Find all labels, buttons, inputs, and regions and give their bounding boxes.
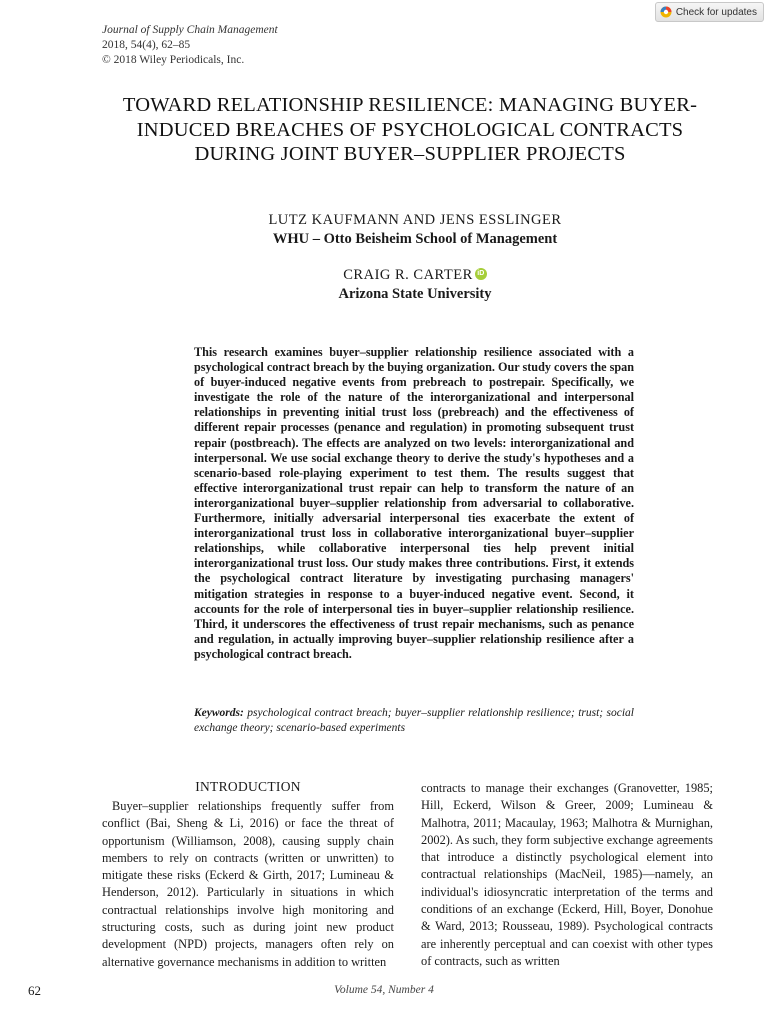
- introduction-right-column: contracts to manage their exchanges (Granovetter, 1985; Hill, Eckerd, Wilson & Greer, 2009; Lumineau & Malhotra, 2011; Macaulay, 1963; Malhotra & Murnighan, 2002). As such, they form subjective exchange agreements that introduce a distinctly psychological element into contractual relationships (MacNeil, 1985)—namely, an individual's idiosyncratic interpretation of the terms and conditions of an exchange (Eckerd, Hill, Boyer, Donohue & Ward, 2013; Rousseau, 1989). Psychological contracts are inherently perceptual and can coexist with other types of contracts, such as written: [421, 781, 713, 968]
- author-affiliation: WHU – Otto Beisheim School of Management: [272, 230, 558, 247]
- article-title: TOWARD RELATIONSHIP RESILIENCE: MANAGING BUYER-INDUCED BREACHES OF PSYCHOLOGICAL CONTRACTS DURING JOINT BUYER–SUPPLIER PROJECTS: [122, 94, 698, 165]
- introduction-left-column: Buyer–supplier relationships frequently suffer from conflict (Bai, Sheng & Li, 2016) or face the threat of opportunism (Williamson, 2008), causing supply chain members to rely on contracts (written or unwritten) to mitigate these risks (Eckerd & Girth, 2017; Lumineau & Henderson, 2012). Particularly in situations in which contractual relationships involve high monitoring and structuring costs, such as during joint new product development (NPD) projects, managers often rely on alternative governance mechanisms in addition to written: [102, 799, 394, 969]
- check-for-updates-button[interactable]: [655, 2, 764, 22]
- keywords-text: psychological contract breach; buyer–supplier relationship resilience; trust; social exchange theory; scenario-based experiments: [194, 707, 634, 734]
- keywords: [194, 706, 634, 736]
- orcid-icon[interactable]: iD: [475, 268, 487, 280]
- keywords-label: Keywords:: [194, 707, 244, 719]
- author-block-2: [100, 266, 730, 303]
- introduction-heading: INTRODUCTION: [195, 779, 301, 794]
- volume-footer: Volume 54, Number 4: [334, 984, 434, 996]
- crossmark-icon: [660, 6, 672, 18]
- journal-copyright: © 2018 Wiley Periodicals, Inc.: [102, 54, 245, 66]
- author-affiliation: Arizona State University: [338, 285, 492, 302]
- page-number: 62: [28, 983, 41, 998]
- author-names: CRAIG R. CARTER: [343, 267, 473, 283]
- check-for-updates-label: Check for updates: [675, 6, 757, 18]
- journal-name: Journal of Supply Chain Management: [102, 24, 278, 36]
- journal-issue: 2018, 54(4), 62–85: [102, 39, 191, 51]
- abstract: This research examines buyer–supplier relationship resilience associated with a psychological contract breach by the buying organization. Our study covers the span of buyer-induced negative events from prebreach to postrepair. Specifically, we investigate the role of the nature of the interorganizational and interpersonal relationships in preventing initial trust loss (prebreach) and the effectiveness of different repair processes (penance and regulation) in promoting subsequent trust repair (postbreach). The effects are analyzed on two levels: interorganizational and interpersonal. We use social exchange theory to derive the study's hypotheses and a scenario-based role-playing experiment to test them. The results suggest that effective interorganizational trust repair can help to transform the nature of an interorganizational buyer–supplier relationship from adversarial to collaborative. Furthermore, initially adversarial interpersonal ties exacerbate the extent of interorganizational trust loss in collaborative interorganizational buyer–supplier relationships, while collaborative interpersonal ties help prevent initial interorganizational trust loss. Our study makes three contributions. First, it extends the psychological contract literature by investigating purchasing managers' mitigation strategies in response to a buyer-induced negative event. Second, it accounts for the role of interpersonal ties in buyer–supplier relationship resilience. Third, it underscores the effectiveness of trust repair mechanisms, such as penance and regulation, in actually improving buyer–supplier relationship resilience after a psychological contract breach.: [194, 345, 634, 661]
- author-names: LUTZ KAUFMANN AND JENS ESSLINGER: [268, 212, 562, 228]
- author-block-1: [100, 211, 730, 248]
- journal-info: [102, 23, 278, 68]
